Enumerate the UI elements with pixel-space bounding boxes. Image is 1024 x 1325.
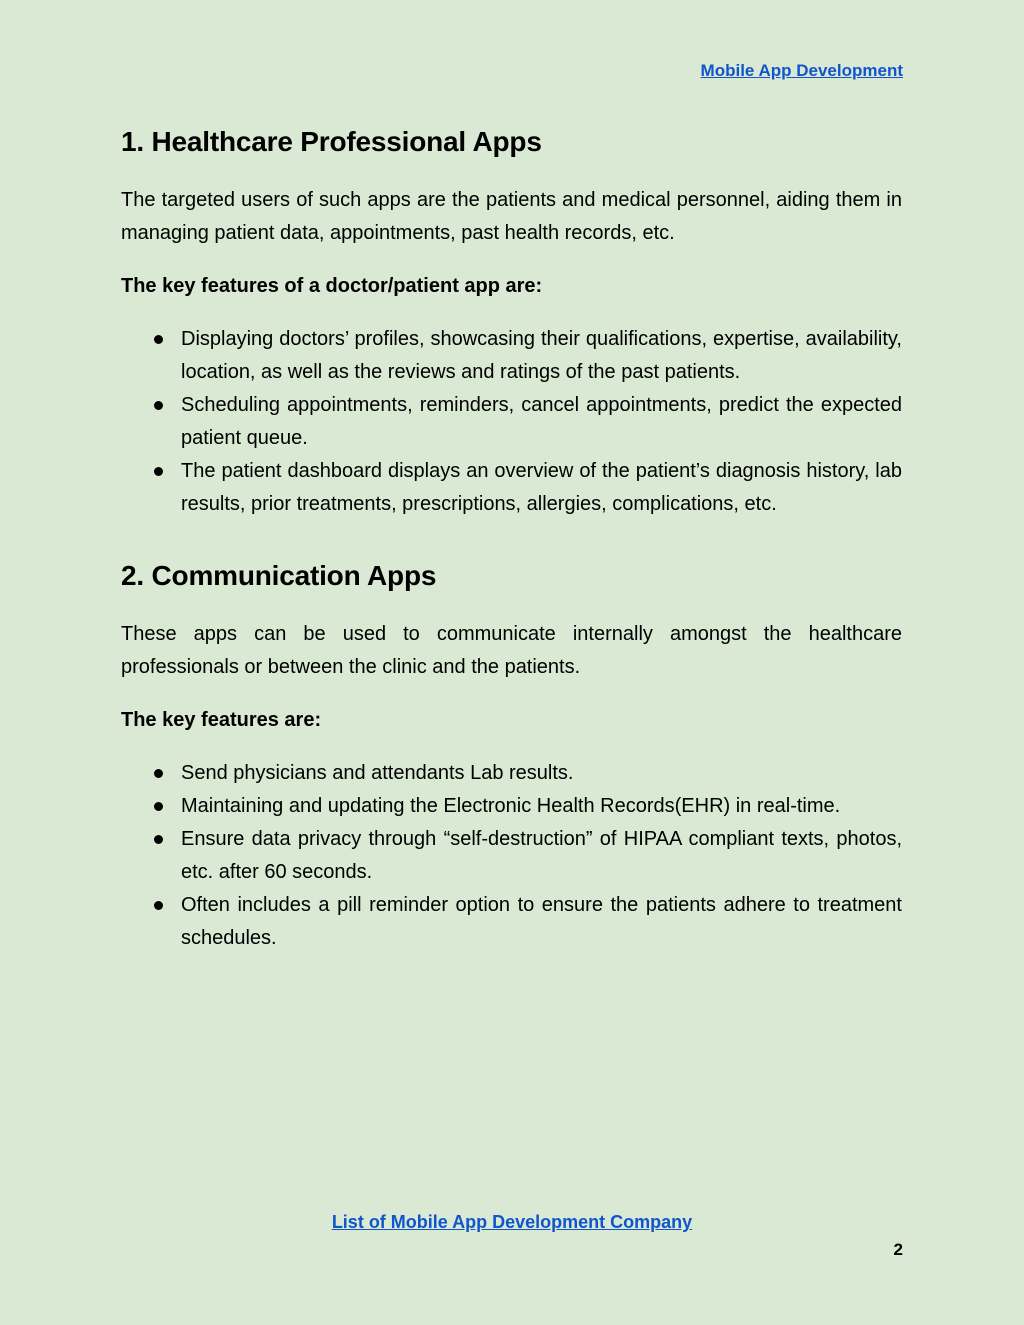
section-intro: The targeted users of such apps are the patients and medical personnel, aiding them in managing patient data, appointments, past health records, etc.: [121, 189, 902, 244]
section-title: 1. Healthcare Professional Apps: [121, 126, 542, 157]
section-intro: These apps can be used to communicate internally amongst the healthcare professionals or between the clinic and the patients.: [121, 623, 902, 678]
list-item-text: Maintaining and updating the Electronic Health Records(EHR) in real-time.: [181, 795, 841, 817]
bullet-icon: [154, 835, 163, 844]
bullet-icon: [154, 901, 163, 910]
section-title: 2. Communication Apps: [121, 560, 437, 591]
list-item-text: The patient dashboard displays an overview of the patient’s diagnosis history, lab results, prior treatments, prescriptions, allergies, complications, etc.: [181, 460, 902, 515]
list-item-text: Displaying doctors’ profiles, showcasing their qualifications, expertise, availability, location, as well as the reviews and ratings of the past patients.: [181, 328, 902, 383]
footer: [0, 1210, 1024, 1234]
bullet-icon: [154, 802, 163, 811]
features-list: [121, 323, 902, 521]
section-communication-apps: [121, 556, 902, 955]
list-item-text: Send physicians and attendants Lab results.: [181, 762, 574, 784]
bullet-icon: [154, 467, 163, 476]
list-item-text: Ensure data privacy through “self-destruction” of HIPAA compliant texts, photos, etc. after 60 seconds.: [181, 828, 902, 883]
list-item: [121, 389, 902, 455]
bullet-icon: [154, 335, 163, 344]
footer-link[interactable]: List of Mobile App Development Company: [331, 1212, 693, 1232]
page-content: [121, 122, 902, 955]
list-item-text: Scheduling appointments, reminders, cancel appointments, predict the expected patient queue.: [181, 394, 902, 449]
section-healthcare-professional-apps: [121, 122, 902, 521]
list-item: [121, 323, 902, 389]
page-number: 2: [893, 1240, 903, 1259]
list-item: [121, 757, 902, 790]
header-link[interactable]: Mobile App Development: [700, 61, 903, 80]
bullet-icon: [154, 401, 163, 410]
list-item: [121, 823, 902, 889]
features-list: [121, 757, 902, 955]
list-item: [121, 790, 902, 823]
list-item: [121, 455, 902, 521]
features-heading: The key features are:: [121, 709, 322, 731]
bullet-icon: [154, 769, 163, 778]
list-item: [121, 889, 902, 955]
list-item-text: Often includes a pill reminder option to ensure the patients adhere to treatment schedules.: [181, 894, 902, 949]
features-heading: The key features of a doctor/patient app are:: [121, 275, 543, 297]
